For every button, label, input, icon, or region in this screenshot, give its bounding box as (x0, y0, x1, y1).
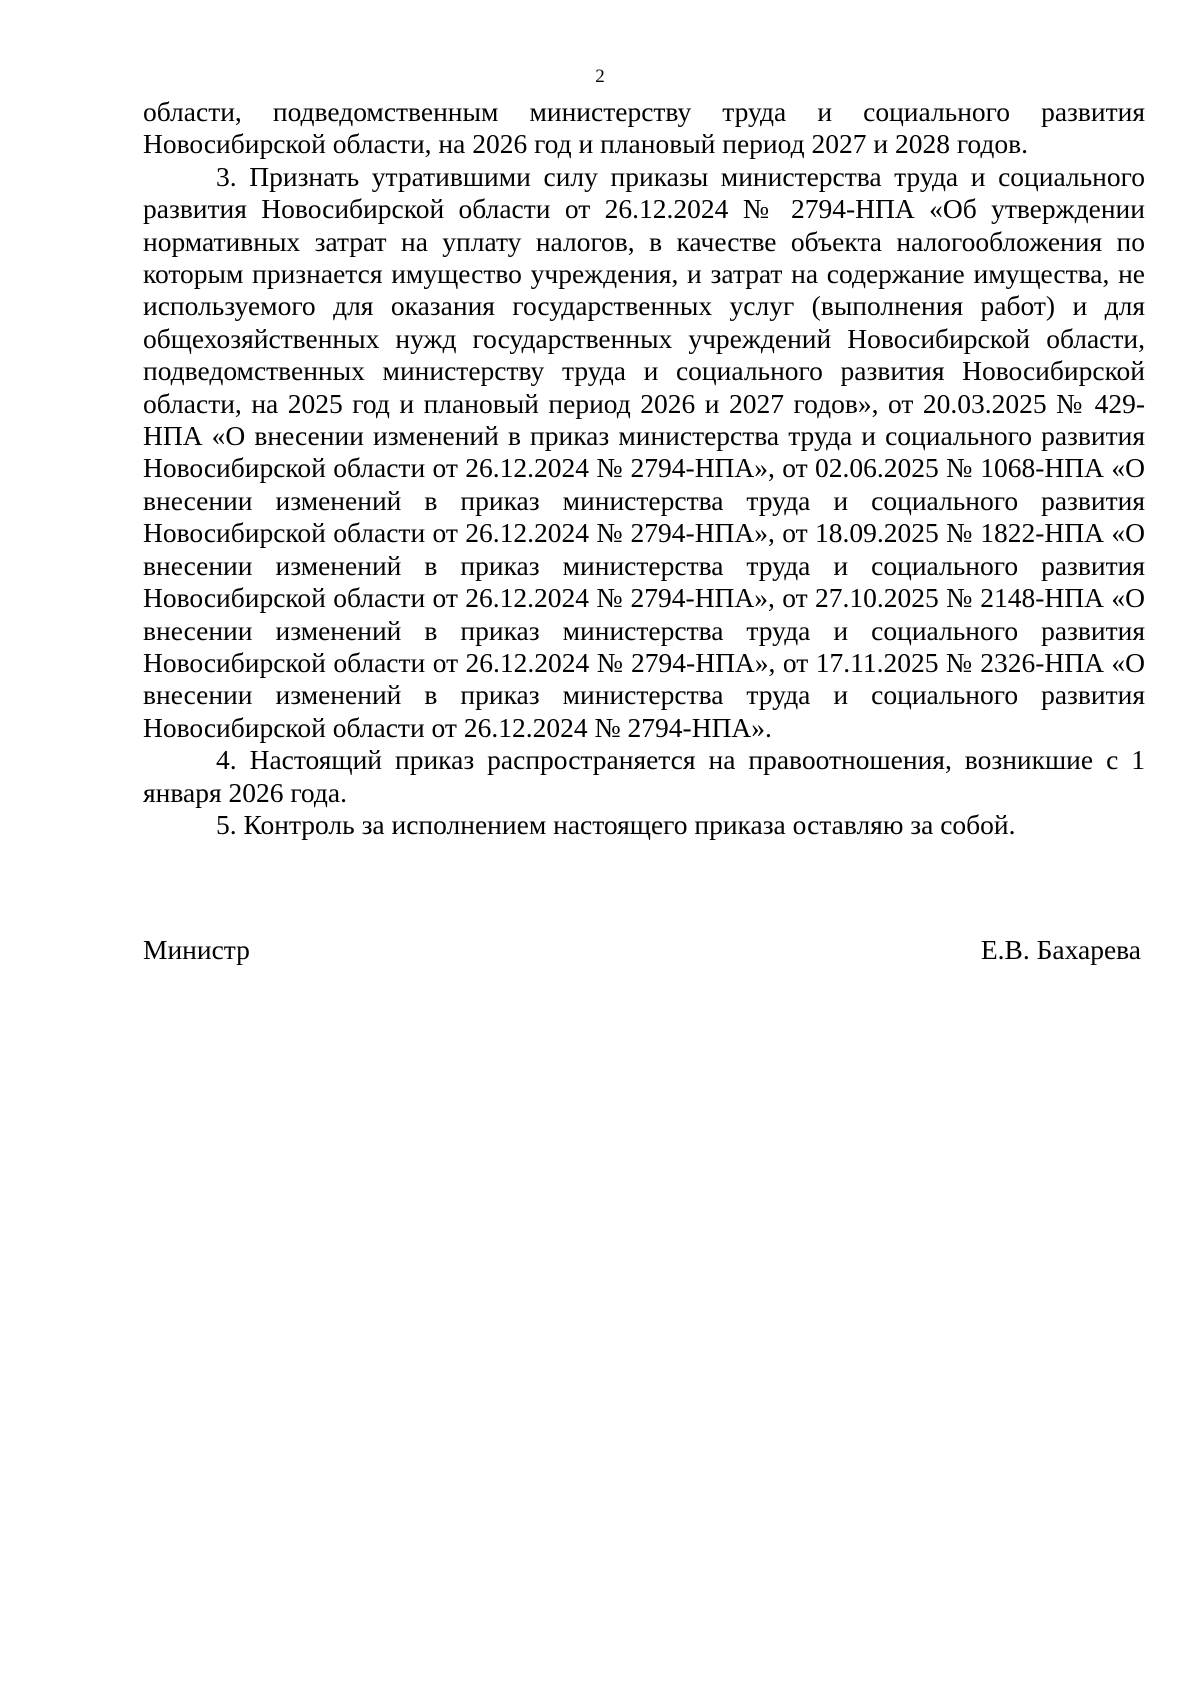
document-body (143, 96, 1145, 841)
signature-block (143, 934, 1141, 966)
signatory-position: Министр (143, 934, 250, 965)
paragraph-continuation: области, подведомственным министерству труда и социального развития Новосибирской области, на 2026 год и плановый период 2027 и 2028 годов. (143, 96, 1145, 160)
signatory-name: Е.В. Бахарева (980, 934, 1141, 965)
paragraph-item-4: 4. Настоящий приказ распространяется на правоотношения, возникшие с 1 января 2026 года. (143, 744, 1145, 808)
paragraph-item-3: 3. Признать утратившими силу приказы министерства труда и социального развития Новосибирской области от 26.12.2024 № 2794-НПА «Об утверждении нормативных затрат на уплату налогов, в качестве объекта налогообложения по которым признается имущество учреждения, и затрат на содержание имущества, не используемого для оказания государственных услуг (выполнения работ) и для общехозяйственных нужд государственных учреждений Новосибирской области, подведомственных министерству труда и социального развития Новосибирской области, на 2025 год и плановый период 2026 и 2027 годов», от 20.03.2025 № 429-НПА «О внесении изменений в приказ министерства труда и социального развития Новосибирской области от 26.12.2024 № 2794-НПА», от 02.06.2025 № 1068-НПА «О внесении изменений в приказ министерства труда и социального развития Новосибирской области от 26.12.2024 № 2794-НПА», от 18.09.2025 № 1822-НПА «О внесении изменений в приказ министерства труда и социального развития Новосибирской области от 26.12.2024 № 2794-НПА», от 27.10.2025 № 2148-НПА «О внесении изменений в приказ министерства труда и социального развития Новосибирской области от 26.12.2024 № 2794-НПА», от 17.11.2025 № 2326-НПА «О внесении изменений в приказ министерства труда и социального развития Новосибирской области от 26.12.2024 № 2794-НПА». (143, 160, 1145, 743)
page-number: 2 (595, 66, 605, 87)
paragraph-item-5: 5. Контроль за исполнением настоящего приказа оставляю за собой. (216, 808, 1016, 840)
